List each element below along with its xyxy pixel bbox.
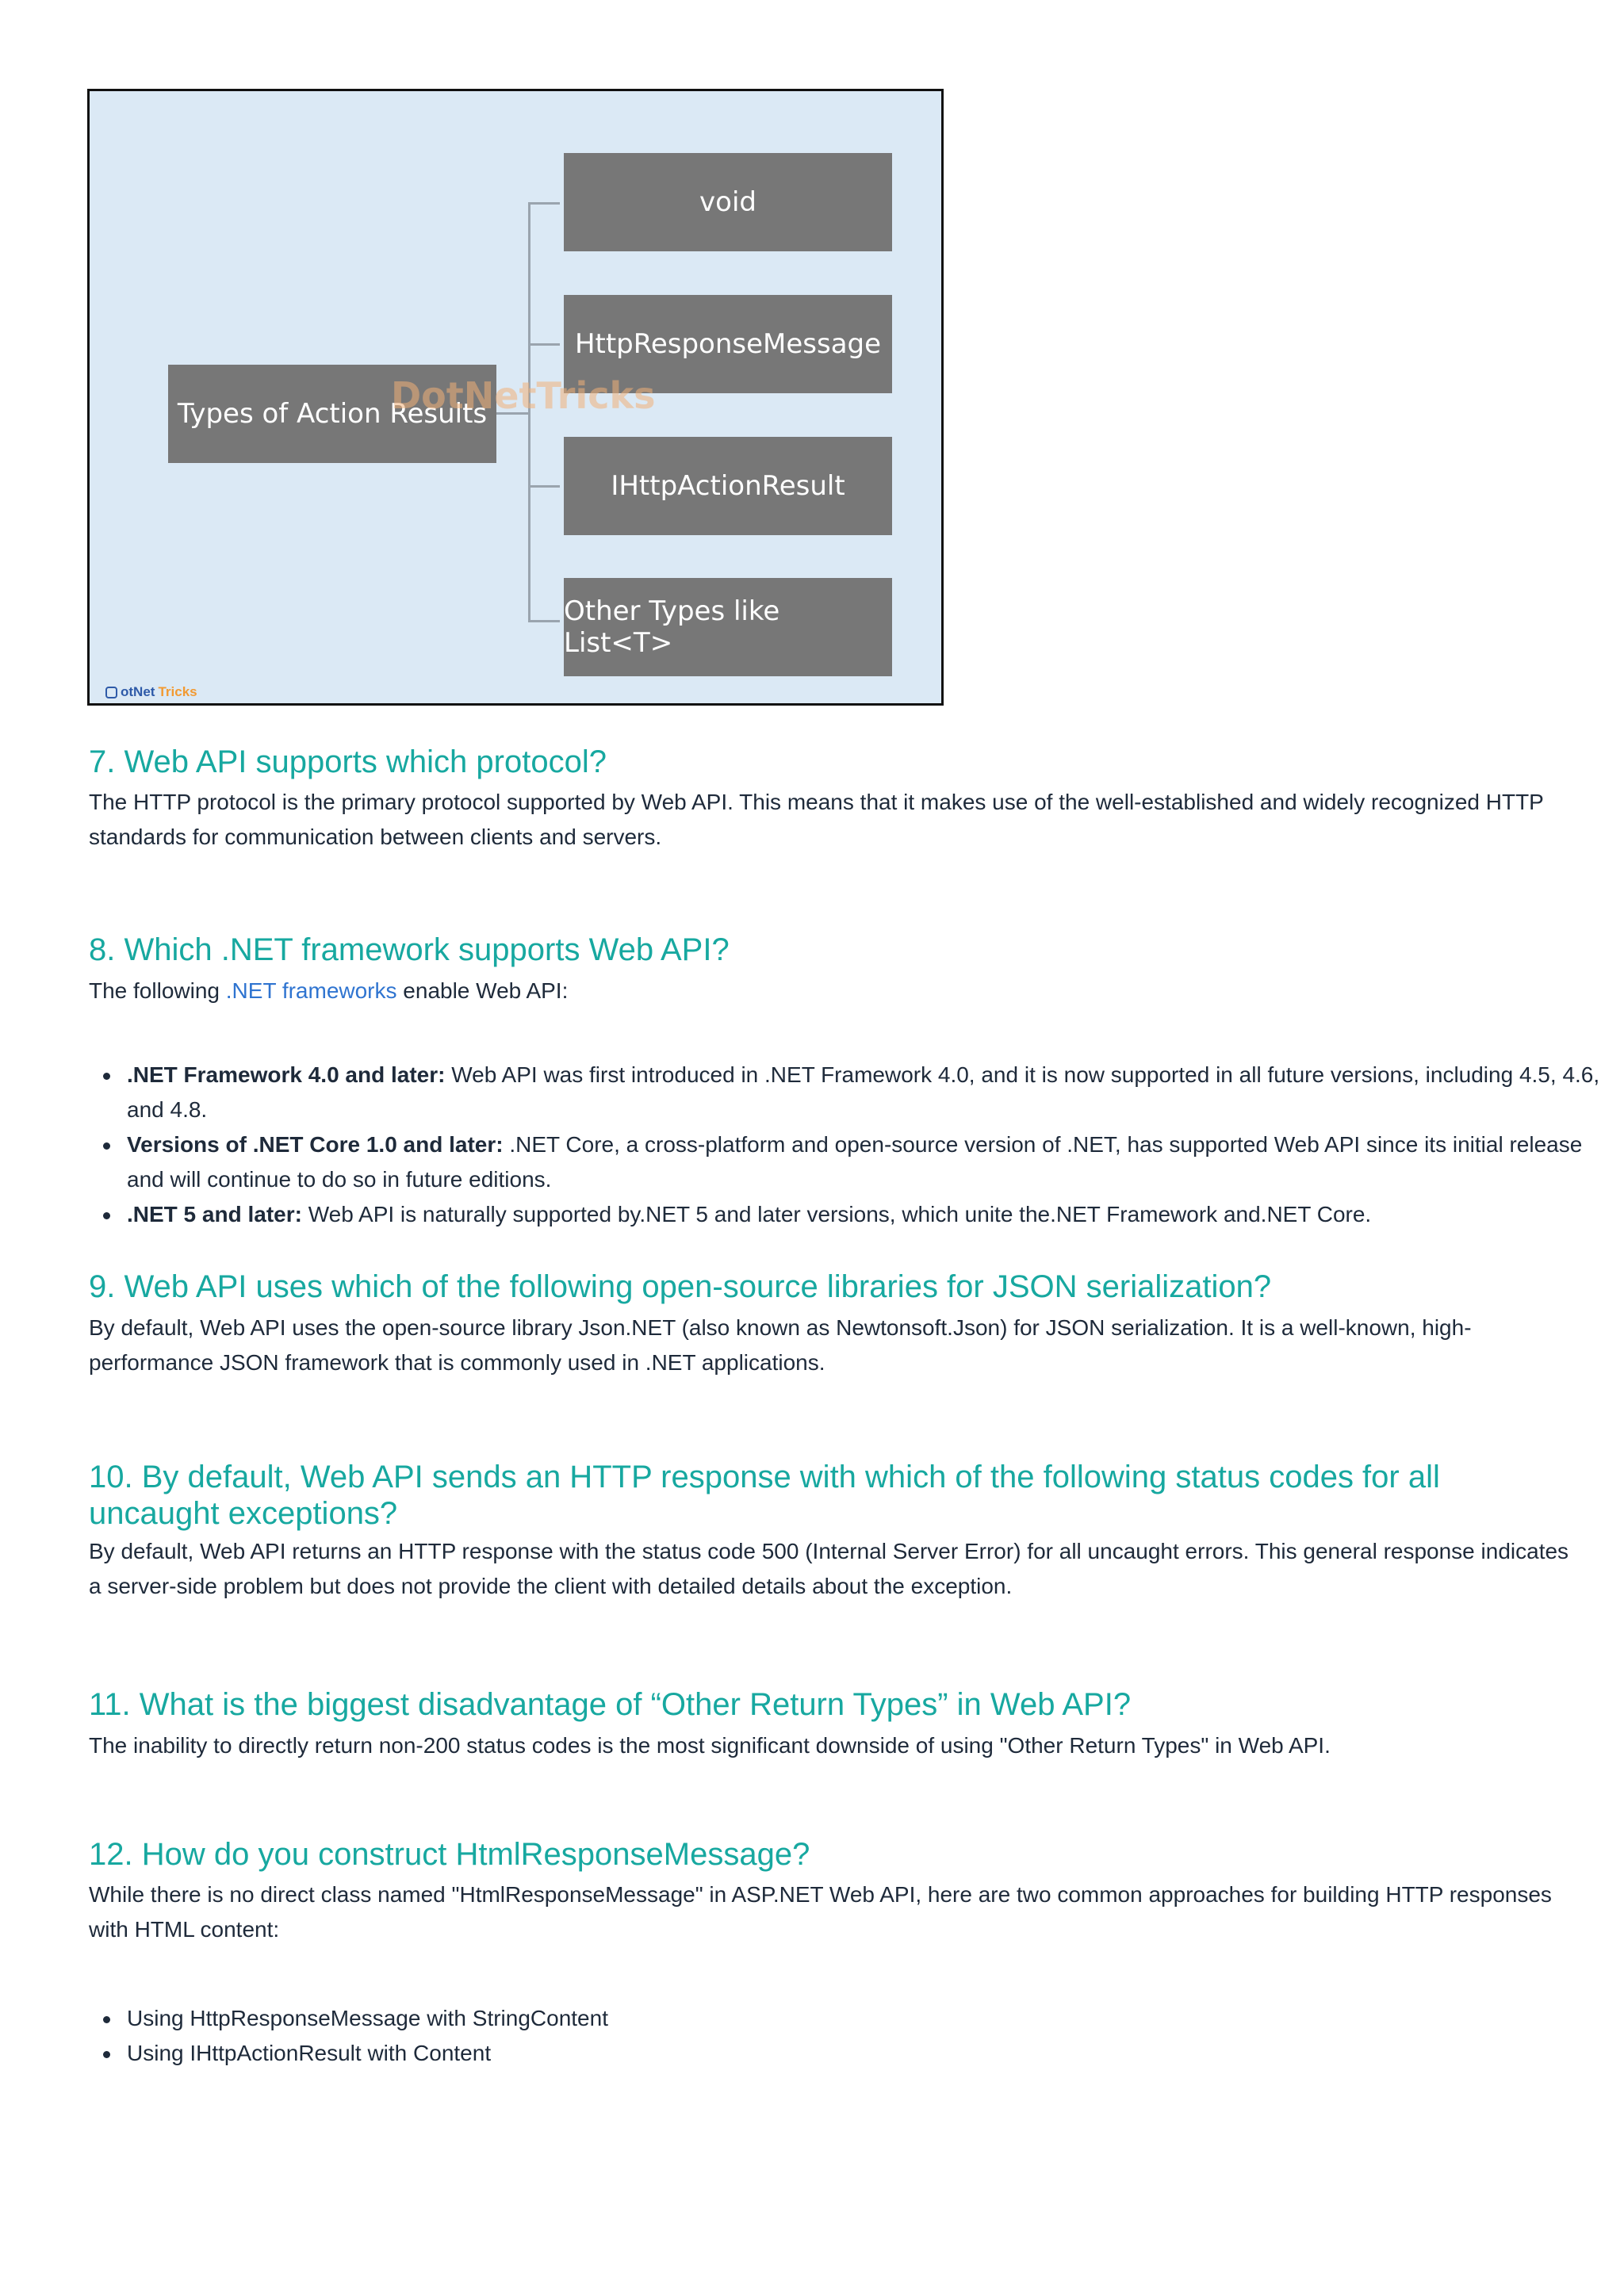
item-text: Using IHttpActionResult with Content <box>127 2041 492 2065</box>
section-10-body: By default, Web API returns an HTTP response with the status code 500 (Internal Server Error) for all uncaught errors. This general response indicates a server-side problem but does not provide the client with detailed details about the exception. <box>89 1539 1569 1598</box>
branch-label: HttpResponseMessage <box>574 328 882 360</box>
item-text: Using HttpResponseMessage with StringContent <box>127 2006 608 2030</box>
section-10-heading: 10. By default, Web API sends an HTTP response with which of the following status codes for all uncaught exceptions? <box>89 1460 1440 1531</box>
section-8-intro <box>89 974 1572 1008</box>
diagram-branch-other-types <box>564 578 892 676</box>
connector-branch-3 <box>528 485 560 488</box>
section-8-heading: 8. Which .NET framework supports Web API? <box>89 932 730 967</box>
item-text: Web API was first introduced in .NET Framework 4.0, and it is now supported in all future versions, including 4.5, 4.6, and 4.8. <box>127 1062 1600 1122</box>
section-12-body: While there is no direct class named "HtmlResponseMessage" in ASP.NET Web API, here are two common approaches for building HTTP responses with HTML content: <box>89 1882 1552 1942</box>
logo-text-part2: Tricks <box>158 684 197 699</box>
list-item <box>89 1197 1611 1232</box>
item-bold-label: .NET 5 and later: <box>127 1202 302 1226</box>
net-frameworks-link[interactable]: .NET frameworks <box>225 978 397 1003</box>
action-results-diagram <box>87 89 944 706</box>
list-item <box>89 2001 1611 2036</box>
item-bold-label: .NET Framework 4.0 and later: <box>127 1062 446 1087</box>
section-9-heading: 9. Web API uses which of the following open-source libraries for JSON serialization? <box>89 1269 1272 1304</box>
diagram-branch-ihttpactionresult <box>564 437 892 535</box>
section-9-body: By default, Web API uses the open-source library Json.NET (also known as Newtonsoft.Json) for JSON serialization. It is a well-known, high-performance JSON framework that is commonly used in .NET applications. <box>89 1315 1472 1375</box>
bullet-icon <box>103 1142 110 1150</box>
bullet-icon <box>103 1073 110 1080</box>
list-item <box>89 1058 1611 1127</box>
section-11-body: The inability to directly return non-200 status codes is the most significant downside of using "Other Return Types" in Web API. <box>89 1733 1331 1758</box>
list-item <box>89 2036 1611 2071</box>
item-bold-label: Versions of .NET Core 1.0 and later: <box>127 1132 504 1157</box>
logo-text-part1: otNet <box>121 684 155 699</box>
logo-mark-icon <box>105 687 117 698</box>
list-item <box>89 1127 1611 1197</box>
bullet-icon <box>103 2051 110 2058</box>
connector-branch-4 <box>528 620 560 622</box>
connector-branch-1 <box>528 202 560 205</box>
item-text: Web API is naturally supported by.NET 5 and later versions, which unite the.NET Framework and.NET Core. <box>301 1202 1372 1226</box>
diagram-root-label: Types of Action Results <box>177 398 488 430</box>
item-text: .NET Core, a cross-platform and open-source version of .NET, has supported Web API since its initial release and will continue to do so in future editions. <box>127 1132 1583 1192</box>
section-12-heading: 12. How do you construct HtmlResponseMessage? <box>89 1837 810 1872</box>
watermark-text: DotNetTricks <box>391 374 656 417</box>
bullet-icon <box>103 2016 110 2023</box>
dotnettricks-logo <box>105 684 197 700</box>
branch-label: Other Types like List<T> <box>564 595 780 659</box>
section-7-body: The HTTP protocol is the primary protocol supported by Web API. This means that it makes use of the well-established and widely recognized HTTP standards for communication between clients and servers. <box>89 790 1544 849</box>
connector-branch-2 <box>528 343 560 346</box>
section-11-heading: 11. What is the biggest disadvantage of “Other Return Types” in Web API? <box>89 1687 1132 1722</box>
diagram-branch-void <box>564 153 892 251</box>
branch-label: void <box>699 186 756 218</box>
intro-text: The following <box>89 978 226 1003</box>
branch-label: IHttpActionResult <box>611 470 845 502</box>
section-8-list <box>89 1058 1611 1232</box>
section-7-heading: 7. Web API supports which protocol? <box>89 744 607 779</box>
intro-text: enable Web API: <box>396 978 569 1003</box>
section-12-list <box>89 2001 1611 2071</box>
bullet-icon <box>103 1212 110 1219</box>
